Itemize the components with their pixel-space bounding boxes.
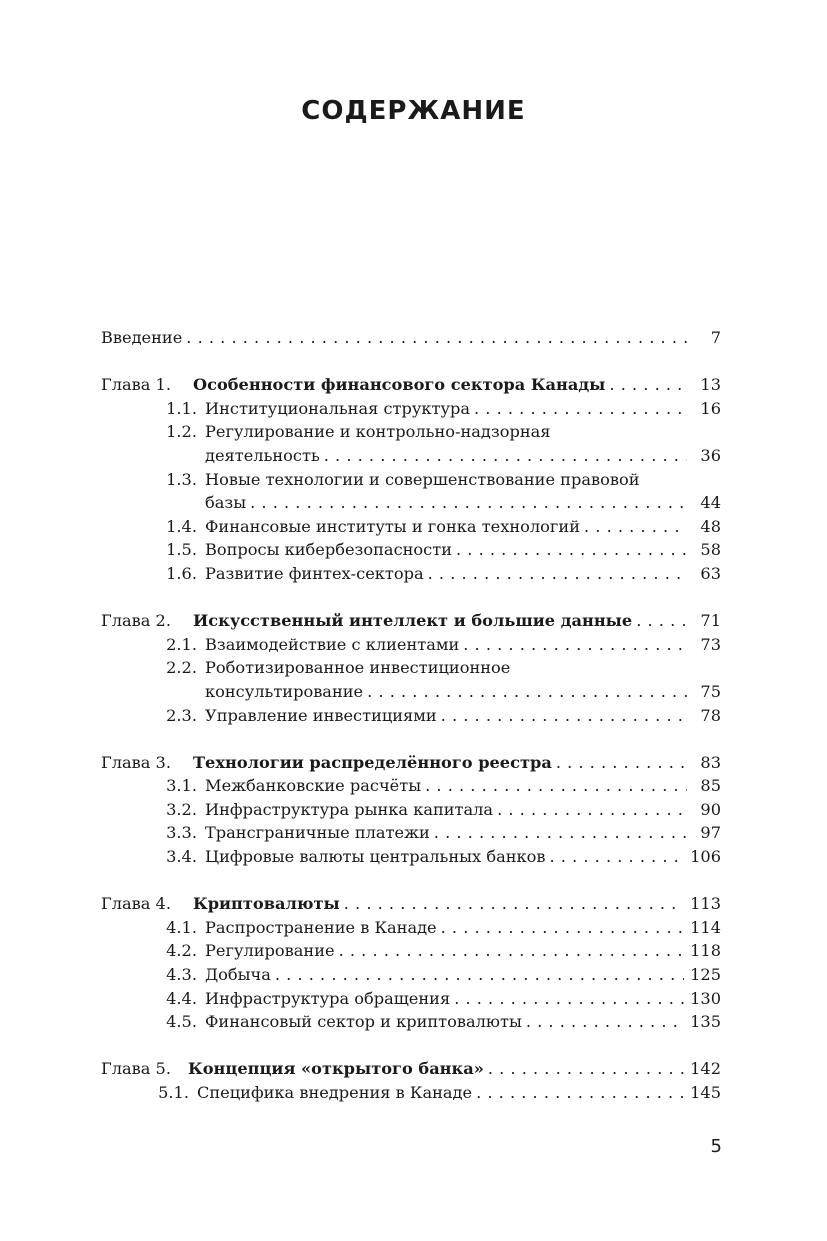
toc-page-number: 48 (700, 516, 721, 536)
section-number: 3.4. (166, 847, 197, 867)
toc-entry-intro[interactable] (101, 326, 721, 350)
toc-section-1-2[interactable] (101, 420, 721, 444)
dot-leader (526, 1010, 684, 1034)
toc-page-number: 16 (700, 398, 721, 418)
toc-section-4-5[interactable] (101, 1010, 721, 1034)
table-of-contents (101, 326, 721, 1105)
toc-section-2-2[interactable] (101, 656, 721, 680)
toc-section-3-3[interactable] (101, 821, 721, 845)
dot-leader (186, 326, 687, 350)
section-title: Новые технологии и совершенствование правовой (205, 469, 640, 489)
dot-leader (463, 633, 687, 657)
dot-leader (549, 845, 684, 869)
toc-page-number: 36 (700, 445, 721, 465)
dot-leader (275, 963, 684, 987)
dot-leader (339, 939, 685, 963)
chapter-title: Технологии распределённого реестра (193, 752, 552, 772)
dot-leader (434, 821, 687, 845)
toc-page-number: 113 (690, 894, 721, 914)
section-number: 1.1. (166, 398, 197, 418)
section-number: 2.2. (166, 658, 197, 678)
dot-leader (584, 515, 687, 539)
toc-chapter-5[interactable] (101, 1057, 721, 1081)
section-title-continued: деятельность (205, 445, 320, 465)
toc-page-number: 78 (700, 705, 721, 725)
toc-page-number: 71 (700, 611, 721, 631)
page-number: 5 (710, 1136, 722, 1157)
toc-page-number: 145 (690, 1083, 721, 1102)
section-title: Трансграничные платежи (205, 823, 430, 843)
dot-leader (474, 397, 687, 421)
toc-section-1-5[interactable] (101, 538, 721, 562)
toc-section-1-3-cont[interactable] (101, 491, 721, 515)
section-number: 1.2. (166, 422, 197, 442)
section-title-continued: консультирование (205, 681, 364, 701)
section-title: Межбанковские расчёты (205, 776, 422, 796)
toc-section-3-4[interactable] (101, 845, 721, 869)
section-title: Финансовый сектор и криптовалюты (205, 1012, 522, 1032)
section-title: Финансовые институты и гонка технологий (205, 516, 580, 536)
section-title: Добыча (205, 965, 271, 985)
toc-page-number: 130 (690, 988, 721, 1008)
section-number: 1.6. (166, 563, 197, 583)
dot-leader (476, 1081, 684, 1105)
toc-section-3-2[interactable] (101, 798, 721, 822)
dot-leader (441, 916, 684, 940)
toc-section-5-1[interactable] (101, 1081, 721, 1105)
toc-section-4-3[interactable] (101, 963, 721, 987)
toc-page-number: 114 (690, 917, 721, 937)
section-number: 1.3. (166, 469, 197, 489)
section-title: Вопросы кибербезопасности (205, 540, 452, 560)
dot-leader (425, 774, 687, 798)
toc-page-number: 44 (700, 493, 721, 513)
toc-section-2-2-cont[interactable] (101, 680, 721, 704)
chapter-label: Глава 2. (101, 611, 172, 631)
toc-entry-title: Введение (101, 328, 183, 347)
toc-page-number: 75 (700, 681, 721, 701)
toc-section-1-1[interactable] (101, 397, 721, 421)
section-title: Инфраструктура рынка капитала (205, 799, 494, 819)
toc-chapter-3[interactable] (101, 751, 721, 775)
section-title: Цифровые валюты центральных банков (205, 847, 546, 867)
dot-leader (250, 491, 687, 515)
dot-leader (636, 609, 687, 633)
toc-page-number: 58 (700, 540, 721, 560)
section-number: 2.1. (166, 634, 197, 654)
section-number: 1.5. (166, 540, 197, 560)
dot-leader (441, 704, 687, 728)
toc-section-4-4[interactable] (101, 987, 721, 1011)
chapter-label: Глава 1. (101, 375, 172, 395)
chapter-title: Концепция «открытого банка» (188, 1059, 484, 1079)
toc-page-number: 83 (700, 752, 721, 772)
section-number: 2.3. (166, 705, 197, 725)
chapter-title: Криптовалюты (193, 894, 340, 914)
section-number: 3.2. (166, 799, 197, 819)
toc-page-number: 106 (690, 847, 721, 867)
toc-page-number: 85 (700, 776, 721, 796)
section-title: Управление инвестициями (205, 705, 437, 725)
dot-leader (454, 987, 684, 1011)
section-title: Распространение в Канаде (205, 917, 437, 937)
dot-leader (497, 798, 687, 822)
section-title: Взаимодействие с клиентами (205, 634, 460, 654)
toc-page-number: 73 (700, 634, 721, 654)
section-number: 4.2. (166, 941, 197, 961)
section-number: 5.1. (158, 1083, 189, 1102)
section-number: 3.1. (166, 776, 197, 796)
section-title: Институциональная структура (205, 398, 470, 418)
toc-section-4-2[interactable] (101, 939, 721, 963)
section-number: 4.5. (166, 1012, 197, 1032)
toc-section-1-6[interactable] (101, 562, 721, 586)
section-number: 1.4. (166, 516, 197, 536)
toc-page-number: 90 (700, 799, 721, 819)
dot-leader (609, 373, 687, 397)
toc-section-2-3[interactable] (101, 704, 721, 728)
dot-leader (456, 538, 687, 562)
chapter-label: Глава 5. (101, 1059, 172, 1079)
section-number: 4.4. (166, 988, 197, 1008)
toc-section-1-3[interactable] (101, 468, 721, 492)
chapter-title: Искусственный интеллект и большие данные (193, 611, 633, 631)
dot-leader (488, 1057, 684, 1081)
dot-leader (324, 444, 687, 468)
toc-page-number: 97 (700, 823, 721, 843)
section-title: Развитие финтех-сектора (205, 563, 424, 583)
page-title: СОДЕРЖАНИЕ (301, 96, 526, 126)
toc-section-4-1[interactable] (101, 916, 721, 940)
toc-page-number: 63 (700, 563, 721, 583)
section-number: 4.1. (166, 917, 197, 937)
toc-page-number: 125 (690, 965, 721, 985)
toc-section-3-1[interactable] (101, 774, 721, 798)
section-title: Регулирование (205, 941, 335, 961)
chapter-label: Глава 3. (101, 752, 172, 772)
toc-page-number: 142 (690, 1059, 721, 1079)
section-title: Регулирование и контрольно-надзорная (205, 422, 551, 442)
dot-leader (344, 892, 684, 916)
dot-leader (367, 680, 687, 704)
toc-page-number: 135 (690, 1012, 721, 1032)
toc-page-number: 7 (710, 328, 721, 347)
toc-chapter-1[interactable] (101, 373, 721, 397)
toc-page-number: 13 (700, 375, 721, 395)
section-title: Инфраструктура обращения (205, 988, 451, 1008)
chapter-title: Особенности финансового сектора Канады (193, 375, 606, 395)
section-title: Специфика внедрения в Канаде (197, 1083, 473, 1102)
toc-chapter-4[interactable] (101, 892, 721, 916)
toc-chapter-2[interactable] (101, 609, 721, 633)
dot-leader (428, 562, 687, 586)
toc-section-1-2-cont[interactable] (101, 444, 721, 468)
toc-section-2-1[interactable] (101, 633, 721, 657)
section-title-continued: базы (205, 493, 247, 513)
chapter-label: Глава 4. (101, 894, 172, 914)
dot-leader (556, 751, 687, 775)
section-title: Роботизированное инвестиционное (205, 658, 511, 678)
toc-page-number: 118 (690, 941, 721, 961)
section-number: 3.3. (166, 823, 197, 843)
section-number: 4.3. (166, 965, 197, 985)
toc-section-1-4[interactable] (101, 515, 721, 539)
